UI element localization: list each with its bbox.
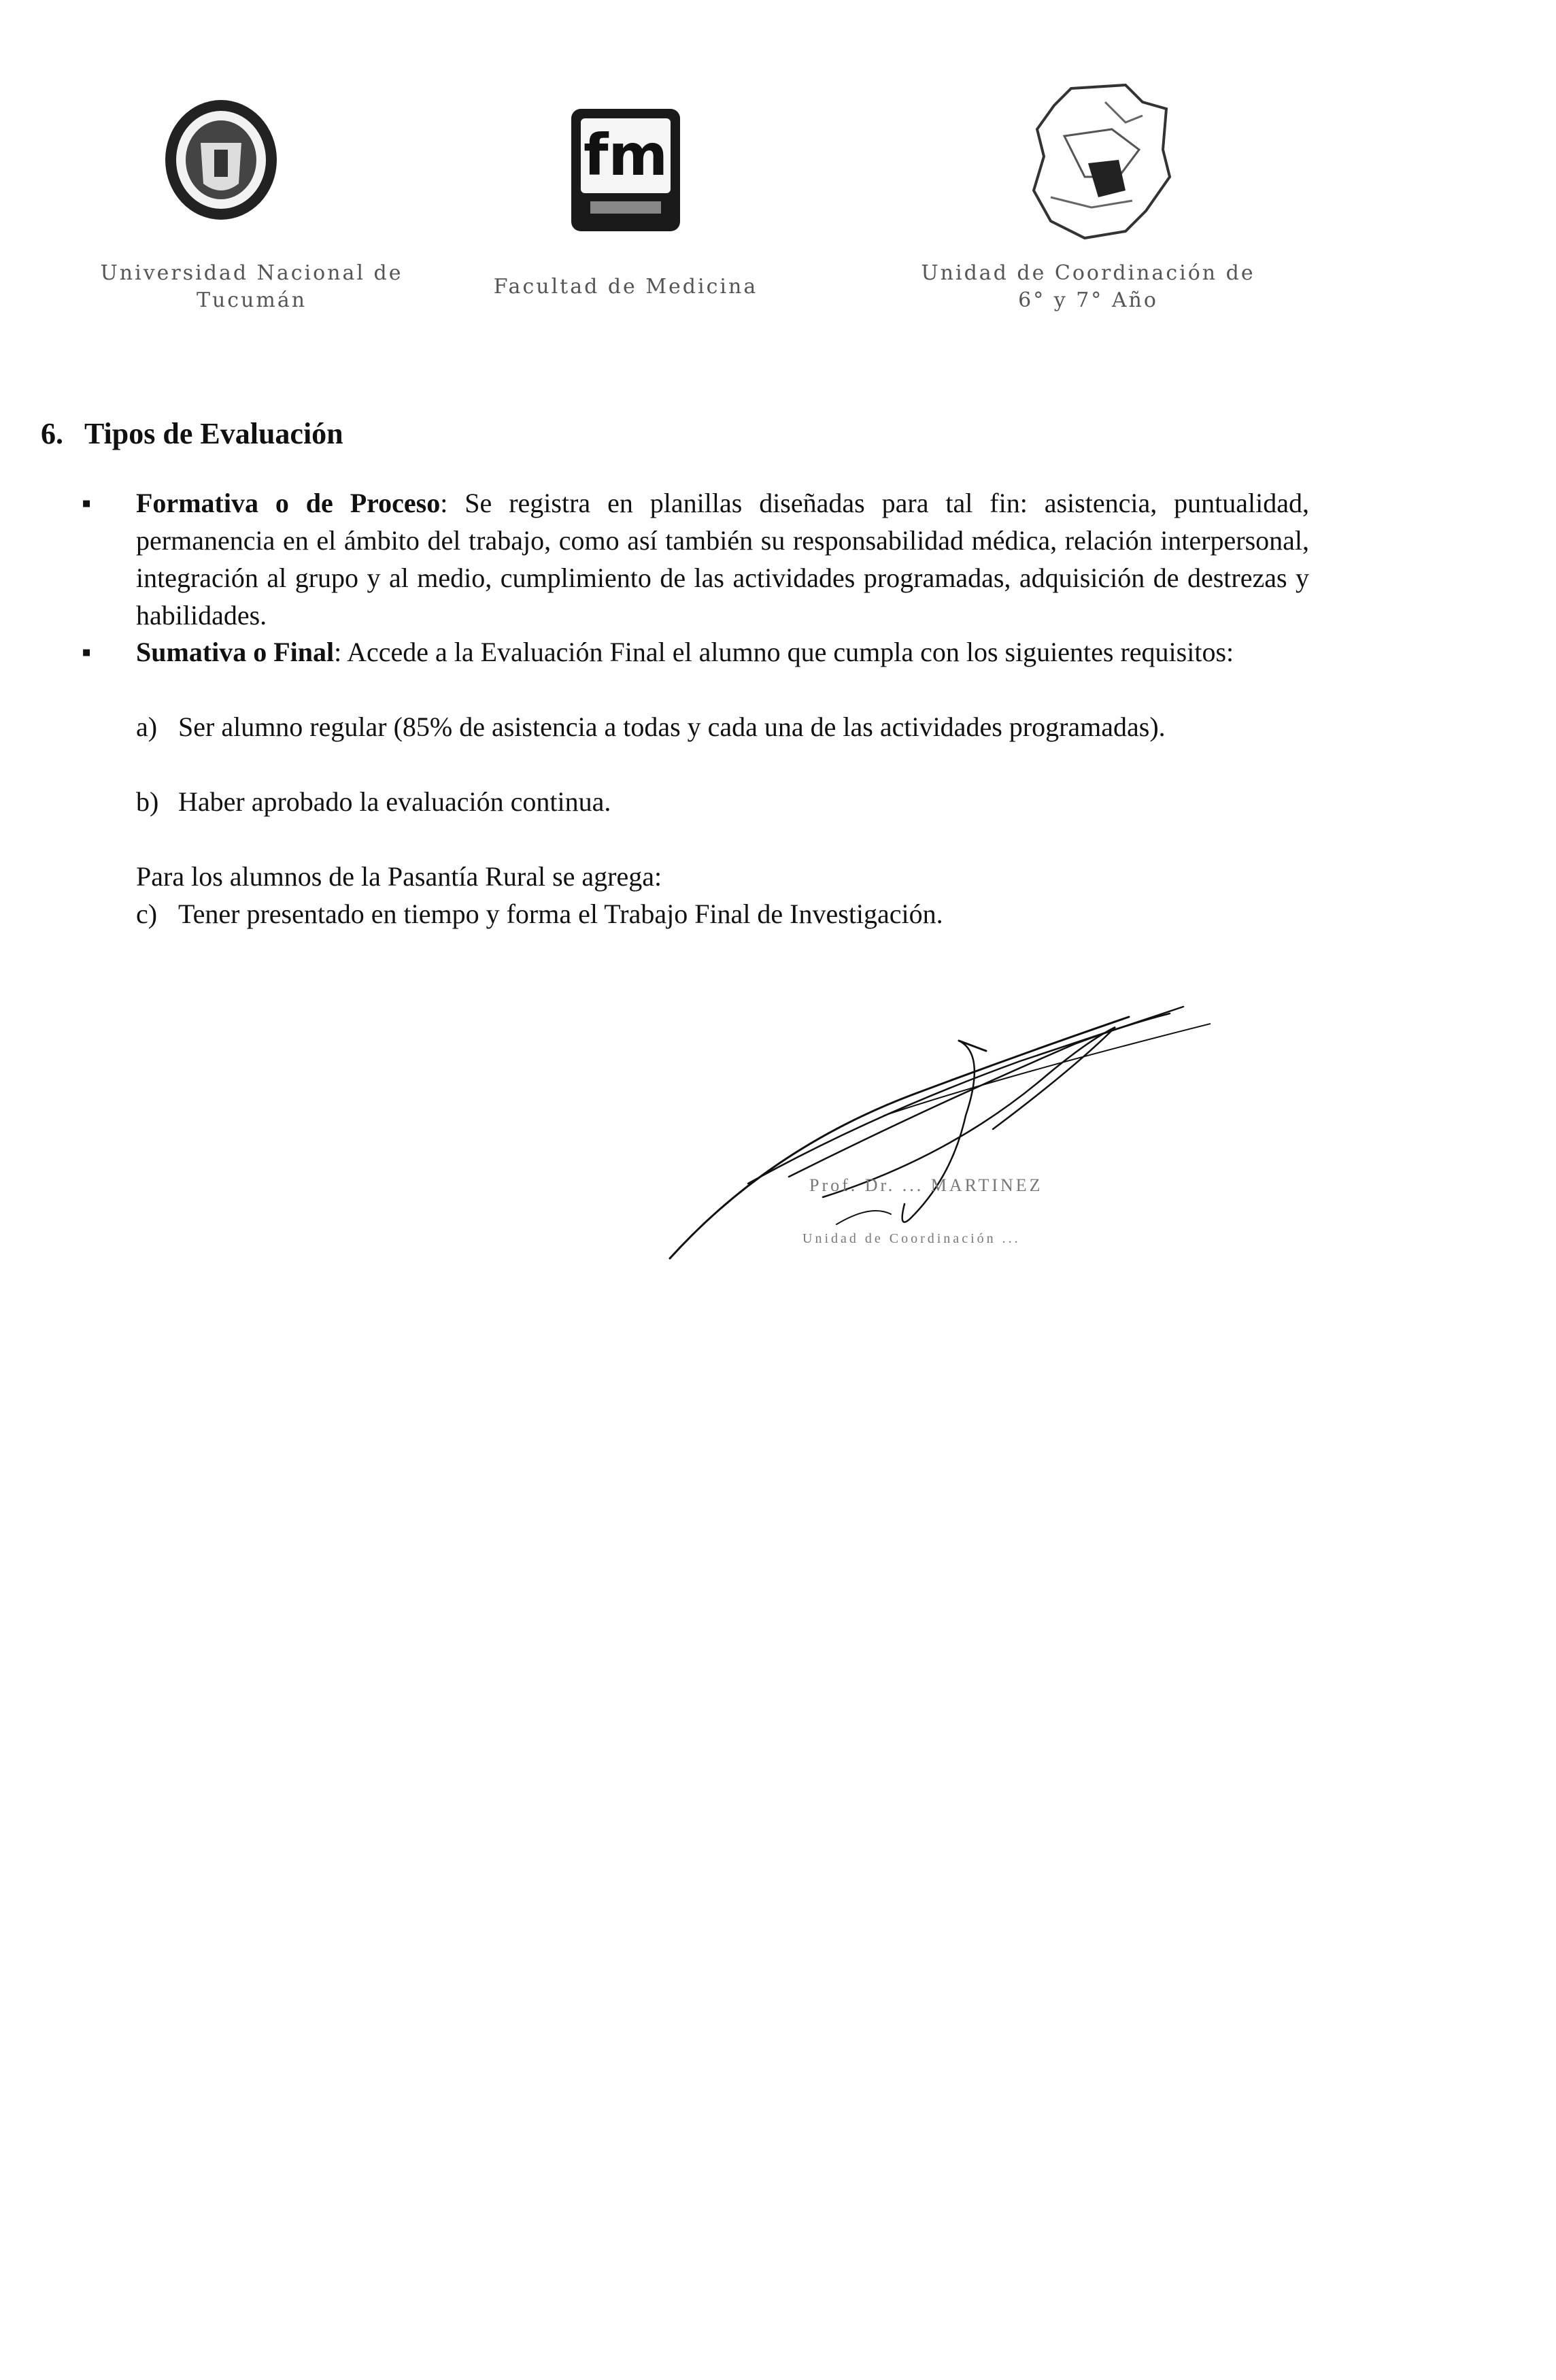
list-item-b-marker: b) xyxy=(136,786,159,817)
bullet-formativa: ▪ xyxy=(82,488,92,518)
list-item-a-text: Ser alumno regular (85% de asistencia a todas y cada una de las actividades programadas). xyxy=(178,711,1166,742)
pasantia-intro: Para los alumnos de la Pasantía Rural se agrega: xyxy=(136,861,662,892)
signature-stamp-line1: Prof. Dr. ... MARTINEZ xyxy=(809,1175,1043,1195)
unit-caption xyxy=(830,260,1347,314)
faculty-logo xyxy=(571,109,680,231)
university-caption xyxy=(82,260,422,314)
sumativa-text: : Accede a la Evaluación Final el alumno que cumpla con los siguientes requisitos: xyxy=(334,637,1234,667)
faculty-logo-text: fm xyxy=(583,122,669,188)
list-item-b-text: Haber aprobado la evaluación continua. xyxy=(178,786,611,817)
formativa-text: : Se registra en planillas diseñadas para tal fin: asistencia, puntualidad, permanencia en el ámbito del trabajo, como así también su responsabilidad médica, relación interpersonal, integración al grupo y al medio, cumplimiento de las actividades programadas, adquisición de destrezas y habilidades. xyxy=(136,488,1309,631)
formativa-heading: Formativa o de Proceso xyxy=(136,488,441,518)
sumativa-heading: Sumativa o Final xyxy=(136,637,335,667)
formativa-paragraph xyxy=(136,484,1309,634)
university-caption-line1: Universidad Nacional de xyxy=(100,261,403,285)
province-map-logo xyxy=(1024,75,1180,245)
section-heading xyxy=(41,416,343,451)
university-caption-line2: Tucumán xyxy=(196,288,307,312)
handwritten-signature xyxy=(666,979,1211,1265)
unit-caption-line1: Unidad de Coordinación de xyxy=(921,261,1255,285)
section-title: Tipos de Evaluación xyxy=(84,417,343,450)
university-logo xyxy=(160,95,282,224)
list-item-c-text: Tener presentado en tiempo y forma el Trabajo Final de Investigación. xyxy=(178,899,943,929)
sumativa-paragraph xyxy=(136,633,1309,671)
unit-caption-line2: 6° y 7° Año xyxy=(1018,288,1158,312)
faculty-caption: Facultad de Medicina xyxy=(493,275,758,299)
section-number: 6. xyxy=(41,417,63,450)
list-item-a-marker: a) xyxy=(136,711,158,742)
list-item-c-marker: c) xyxy=(136,899,158,929)
bullet-sumativa: ▪ xyxy=(82,637,92,667)
signature-stamp-line2: Unidad de Coordinación ... xyxy=(802,1231,1021,1246)
